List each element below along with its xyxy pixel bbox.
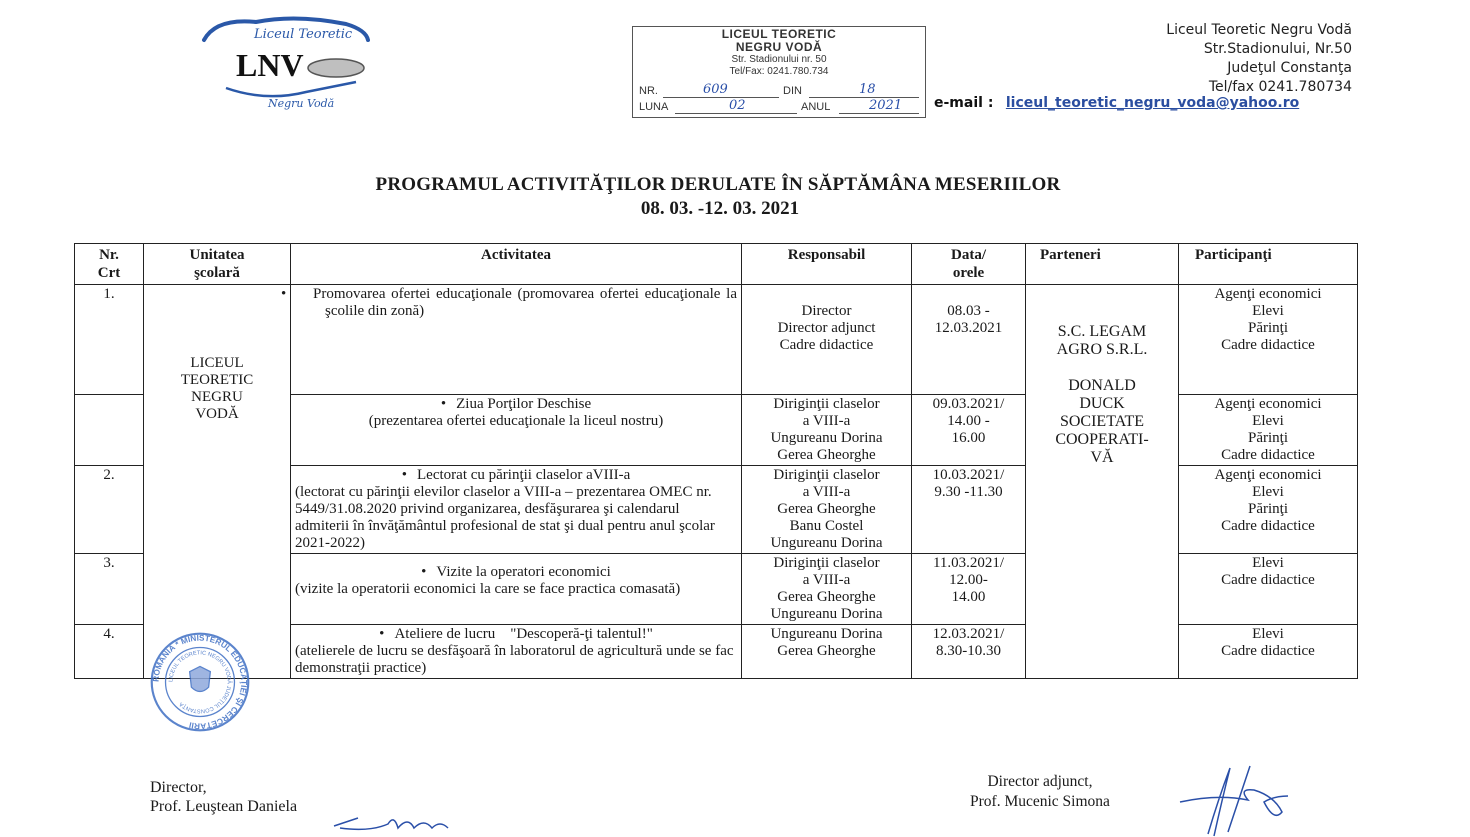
activity-title: Promovarea ofertei educaţionale (promovarea ofertei educaţionale la şcolile din zonă) [313, 286, 737, 319]
activity-cell: • Promovarea ofertei educaţionale (promovarea ofertei educaţionale la şcolile din zonă) [291, 285, 742, 395]
participants-cell: Agenţi economici Elevi Părinţi Cadre didactice [1179, 285, 1358, 395]
reg-anul-label: ANUL [801, 101, 831, 113]
document-title: PROGRAMUL ACTIVITĂŢILOR DERULATE ÎN SĂPTĂMÂNA MESERIILOR [375, 174, 1061, 195]
participants-cell: Agenţi economici Elevi Părinţi Cadre didactice [1179, 395, 1358, 466]
unit-line: VODĂ [195, 406, 239, 422]
date-cell: 11.03.2021/ 12.00- 14.00 [912, 554, 1026, 625]
email-link[interactable]: liceul_teoretic_negru_voda@yahoo.ro [1005, 95, 1300, 111]
partner-line: S.C. LEGAM [1057, 323, 1147, 340]
row-nr-empty [75, 395, 144, 466]
reg-stamp-line3: Str. Stadionului nr. 50 [731, 54, 827, 65]
bullet-icon: • [401, 467, 408, 483]
partner-line: SOCIETATE [1059, 413, 1145, 430]
row-nr: 4. [75, 625, 144, 679]
school-name: Liceul Teoretic Negru Vodă [1166, 22, 1352, 38]
logo-monogram: LNV [236, 47, 304, 83]
activity-detail: (vizite la operatorii economici la care se face practica comasată) [295, 581, 681, 597]
responsible-cell: Diriginţii claselor a VIII-a Gerea Gheorghe Ungureanu Dorina [742, 554, 912, 625]
bullet-icon: • [379, 626, 385, 642]
partner-line: AGRO S.R.L. [1056, 341, 1148, 358]
date-cell: 09.03.2021/ 14.00 - 16.00 [912, 395, 1026, 466]
stamp-inner-text: LICEUL TEORETIC NEGRU VODĂ JUDEŢUL CONSTANŢA [168, 650, 232, 714]
director-signature-block [150, 778, 297, 816]
activity-cell [291, 395, 742, 466]
activity-cell [291, 625, 742, 679]
activity-detail: (atelierele de lucru se desfăşoară în laboratorul de agricultură unde se fac demonstraţii practice) [295, 643, 734, 676]
director-role: Director, [150, 779, 207, 796]
unit-line: NEGRU [191, 389, 243, 405]
activity-title: Lectorat cu părinţii claselor aVIII-a [417, 467, 631, 483]
row-nr: 1. [75, 285, 144, 395]
activity-detail: (prezentarea ofertei educaţionale la liceul nostru) [368, 413, 664, 429]
deputy-role: Director adjunct, [987, 773, 1093, 790]
coat-of-arms-icon [190, 666, 211, 691]
reg-nr-handwritten: 609 [703, 82, 728, 97]
reg-anul-handwritten: 2021 [869, 98, 903, 113]
header-date: Data/ orele [912, 244, 1026, 285]
school-logo [196, 10, 376, 110]
school-phone: Tel/fax 0241.780734 [1208, 79, 1352, 95]
activities-table [74, 243, 1358, 679]
reg-stamp-line2: NEGRU VODĂ [735, 40, 823, 54]
activity-cell [291, 466, 742, 554]
reg-stamp-line4: Tel/Fax: 0241.780.734 [729, 66, 829, 77]
reg-luna-label: LUNA [639, 101, 669, 113]
logo-script-bottom: Negru Vodă [268, 97, 335, 110]
table-header-row [75, 244, 1358, 285]
reg-nr-label: NR. [639, 85, 658, 97]
partner-line: DUCK [1079, 395, 1125, 412]
unit-line: LICEUL [190, 355, 244, 371]
activity-title: Ateliere de lucru "Descoperă-ţi talentul!" [394, 626, 653, 642]
row-nr: 2. [75, 466, 144, 554]
stamp-graphic [150, 632, 250, 732]
logo-graphic [196, 10, 376, 110]
email-row [934, 95, 1299, 112]
deputy-handwritten-signature [1178, 760, 1288, 837]
stamp-outer-text: ROMÂNIA * MINISTERUL EDUCAŢIEI ŞI CERCETĂRII [151, 633, 249, 731]
partner-line: DONALD [1068, 377, 1136, 394]
registration-stamp [632, 26, 926, 118]
header-responsible: Responsabil [742, 244, 912, 285]
responsible-cell: Diriginţii claselor a VIII-a Ungureanu Dorina Gerea Gheorghe [742, 395, 912, 466]
partners-cell [1026, 285, 1179, 679]
participants-cell: Elevi Cadre didactice [1179, 625, 1358, 679]
activity-title: Ziua Porţilor Deschise [456, 396, 592, 412]
date-cell: 10.03.2021/ 9.30 -11.30 [912, 466, 1026, 554]
partner-line: VĂ [1090, 449, 1114, 466]
partner-line: COOPERATI- [1055, 431, 1149, 448]
document-period: 08. 03. -12. 03. 2021 [640, 198, 800, 219]
responsible-cell: Diriginţii claselor a VIII-a Gerea Gheorghe Banu Costel Ungureanu Dorina [742, 466, 912, 554]
reg-luna-handwritten: 02 [729, 98, 746, 113]
header-activity: Activitatea [291, 244, 742, 285]
logo-script-top: Liceul Teoretic [254, 27, 353, 42]
row-nr: 3. [75, 554, 144, 625]
responsible-cell: Ungureanu Dorina Gerea Gheorghe [742, 625, 912, 679]
date-cell: 08.03 - 12.03.2021 [912, 285, 1026, 395]
unit-line: TEORETIC [180, 372, 254, 388]
participants-cell: Agenţi economici Elevi Părinţi Cadre didactice [1179, 466, 1358, 554]
bullet-icon: • [421, 564, 427, 580]
table-row [75, 285, 1358, 395]
email-label: e-mail : [934, 95, 994, 111]
official-round-stamp [150, 632, 250, 732]
school-street: Str.Stadionului, Nr.50 [1203, 41, 1352, 57]
header-nr: Nr. Crt [75, 244, 144, 285]
header-unit: Unitatea şcolară [144, 244, 291, 285]
reg-din-handwritten: 18 [859, 82, 876, 97]
activity-detail: (lectorat cu părinţii elevilor claselor a VIII-a – prezentarea OMEC nr. 5449/31.08.2020 privind organizarea, desfăşurarea şi calendarul admiterii în învăţământul profesional de stat şi dual pentru anul şcolar 2021-2022) [295, 484, 715, 551]
reg-stamp-line1: LICEUL TEORETIC [721, 27, 837, 41]
school-county: Judeţul Constanţa [1227, 60, 1352, 76]
activity-title: Vizite la operatori economici [436, 564, 611, 580]
deputy-director-signature-block [970, 772, 1110, 812]
participants-cell: Elevi Cadre didactice [1179, 554, 1358, 625]
unit-cell [144, 285, 291, 679]
reg-din-label: DIN [783, 85, 802, 97]
activity-cell [291, 554, 742, 625]
date-cell: 12.03.2021/ 8.30-10.30 [912, 625, 1026, 679]
header-partners: Parteneri [1026, 244, 1179, 285]
director-handwritten-signature [330, 810, 450, 836]
director-name: Prof. Leuştean Daniela [150, 798, 298, 815]
school-contact-block [1166, 21, 1352, 97]
header-participants: Participanţi [1179, 244, 1358, 285]
deputy-name: Prof. Mucenic Simona [970, 793, 1110, 810]
bullet-icon: • [440, 396, 447, 412]
responsible-cell: Director Director adjunct Cadre didactice [742, 285, 912, 395]
